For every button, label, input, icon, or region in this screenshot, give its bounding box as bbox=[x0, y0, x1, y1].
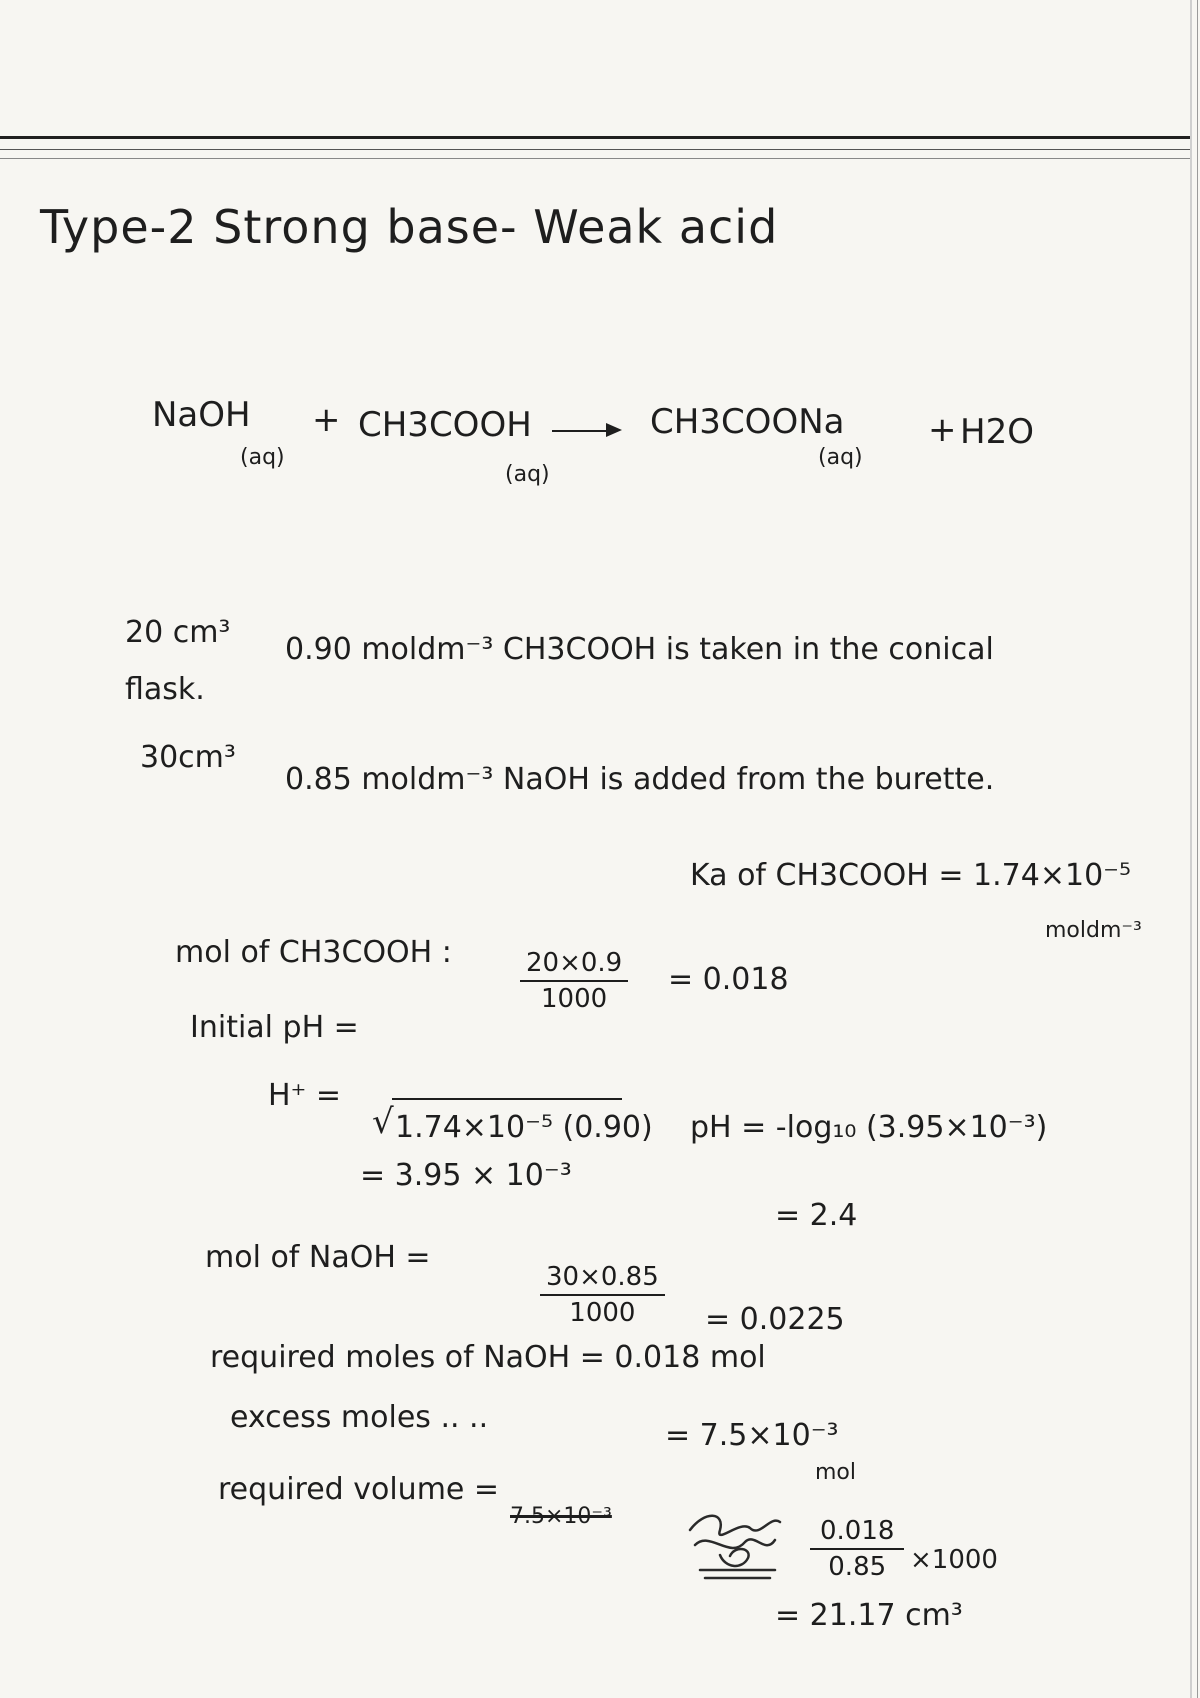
base-volume: 30cm³ bbox=[140, 740, 236, 775]
header-rule bbox=[0, 136, 1190, 139]
ph-result: = 2.4 bbox=[775, 1198, 858, 1233]
sqrt-bar bbox=[392, 1098, 622, 1100]
reactant-ethanoic-acid: CH3COOH bbox=[358, 405, 532, 445]
header-rule-thin-2 bbox=[0, 158, 1190, 159]
mol-base-label: mol of NaOH = bbox=[205, 1240, 431, 1275]
sqrt-icon: √ bbox=[372, 1102, 394, 1142]
ka-value: Ka of CH3COOH = 1.74×10⁻⁵ bbox=[690, 858, 1132, 893]
product-water: H2O bbox=[960, 412, 1034, 452]
base-description: 0.85 moldm⁻³ NaOH is added from the burette. bbox=[285, 762, 995, 797]
initial-ph-label: Initial pH = bbox=[190, 1010, 359, 1045]
scribble-icon bbox=[680, 1500, 790, 1590]
excess-moles-value: = 7.5×10⁻³ bbox=[665, 1418, 839, 1453]
volume-denominator: 0.85 bbox=[828, 1552, 887, 1582]
reactant-naoh-state: (aq) bbox=[240, 445, 285, 470]
mol-acid-label: mol of CH3COOH : bbox=[175, 935, 452, 970]
excess-moles-unit: mol bbox=[815, 1460, 857, 1485]
required-moles: required moles of NaOH = 0.018 mol bbox=[210, 1340, 766, 1375]
header-rule-thin bbox=[0, 149, 1190, 150]
h-plus-label: H⁺ = bbox=[268, 1078, 342, 1113]
reactant-naoh: NaOH bbox=[152, 395, 251, 435]
sqrt-expression: 1.74×10⁻⁵ (0.90) bbox=[395, 1110, 653, 1145]
mol-acid-fraction bbox=[520, 948, 628, 1014]
plus-sign-2: + bbox=[928, 410, 957, 450]
ka-unit: moldm⁻³ bbox=[1045, 918, 1142, 943]
mol-acid-result: = 0.018 bbox=[668, 962, 789, 997]
reactant-ethanoic-acid-state: (aq) bbox=[505, 462, 550, 487]
mol-acid-denominator: 1000 bbox=[541, 984, 608, 1014]
product-sodium-ethanoate: CH3COONa bbox=[650, 402, 845, 442]
volume-result: = 21.17 cm³ bbox=[775, 1598, 963, 1633]
h-plus-result: = 3.95 × 10⁻³ bbox=[360, 1158, 572, 1193]
struck-out-working: 7.5×10⁻³ bbox=[510, 1504, 612, 1529]
product-sodium-ethanoate-state: (aq) bbox=[818, 445, 863, 470]
acid-volume: 20 cm³ bbox=[125, 615, 231, 650]
page-edge-shadow bbox=[1197, 0, 1198, 1698]
acid-description: 0.90 moldm⁻³ CH3COOH is taken in the conical bbox=[285, 632, 994, 667]
mol-acid-numerator: 20×0.9 bbox=[520, 948, 628, 982]
reaction-arrow-line bbox=[552, 430, 608, 432]
volume-numerator: 0.018 bbox=[810, 1516, 904, 1550]
mol-base-numerator: 30×0.85 bbox=[540, 1262, 665, 1296]
mol-base-result: = 0.0225 bbox=[705, 1302, 845, 1337]
required-volume-label: required volume = bbox=[218, 1472, 500, 1507]
volume-fraction bbox=[810, 1516, 904, 1582]
mol-base-fraction bbox=[540, 1262, 665, 1328]
reaction-arrow-icon bbox=[606, 423, 622, 437]
acid-description-continued: flask. bbox=[125, 672, 205, 707]
ph-expression: pH = -log₁₀ (3.95×10⁻³) bbox=[690, 1110, 1048, 1145]
volume-multiplier: ×1000 bbox=[910, 1545, 998, 1575]
plus-sign-1: + bbox=[312, 400, 341, 440]
mol-base-denominator: 1000 bbox=[569, 1298, 636, 1328]
page-edge bbox=[1190, 0, 1192, 1698]
excess-moles-label: excess moles .. .. bbox=[230, 1400, 489, 1435]
page-title: Type-2 Strong base- Weak acid bbox=[40, 200, 779, 254]
